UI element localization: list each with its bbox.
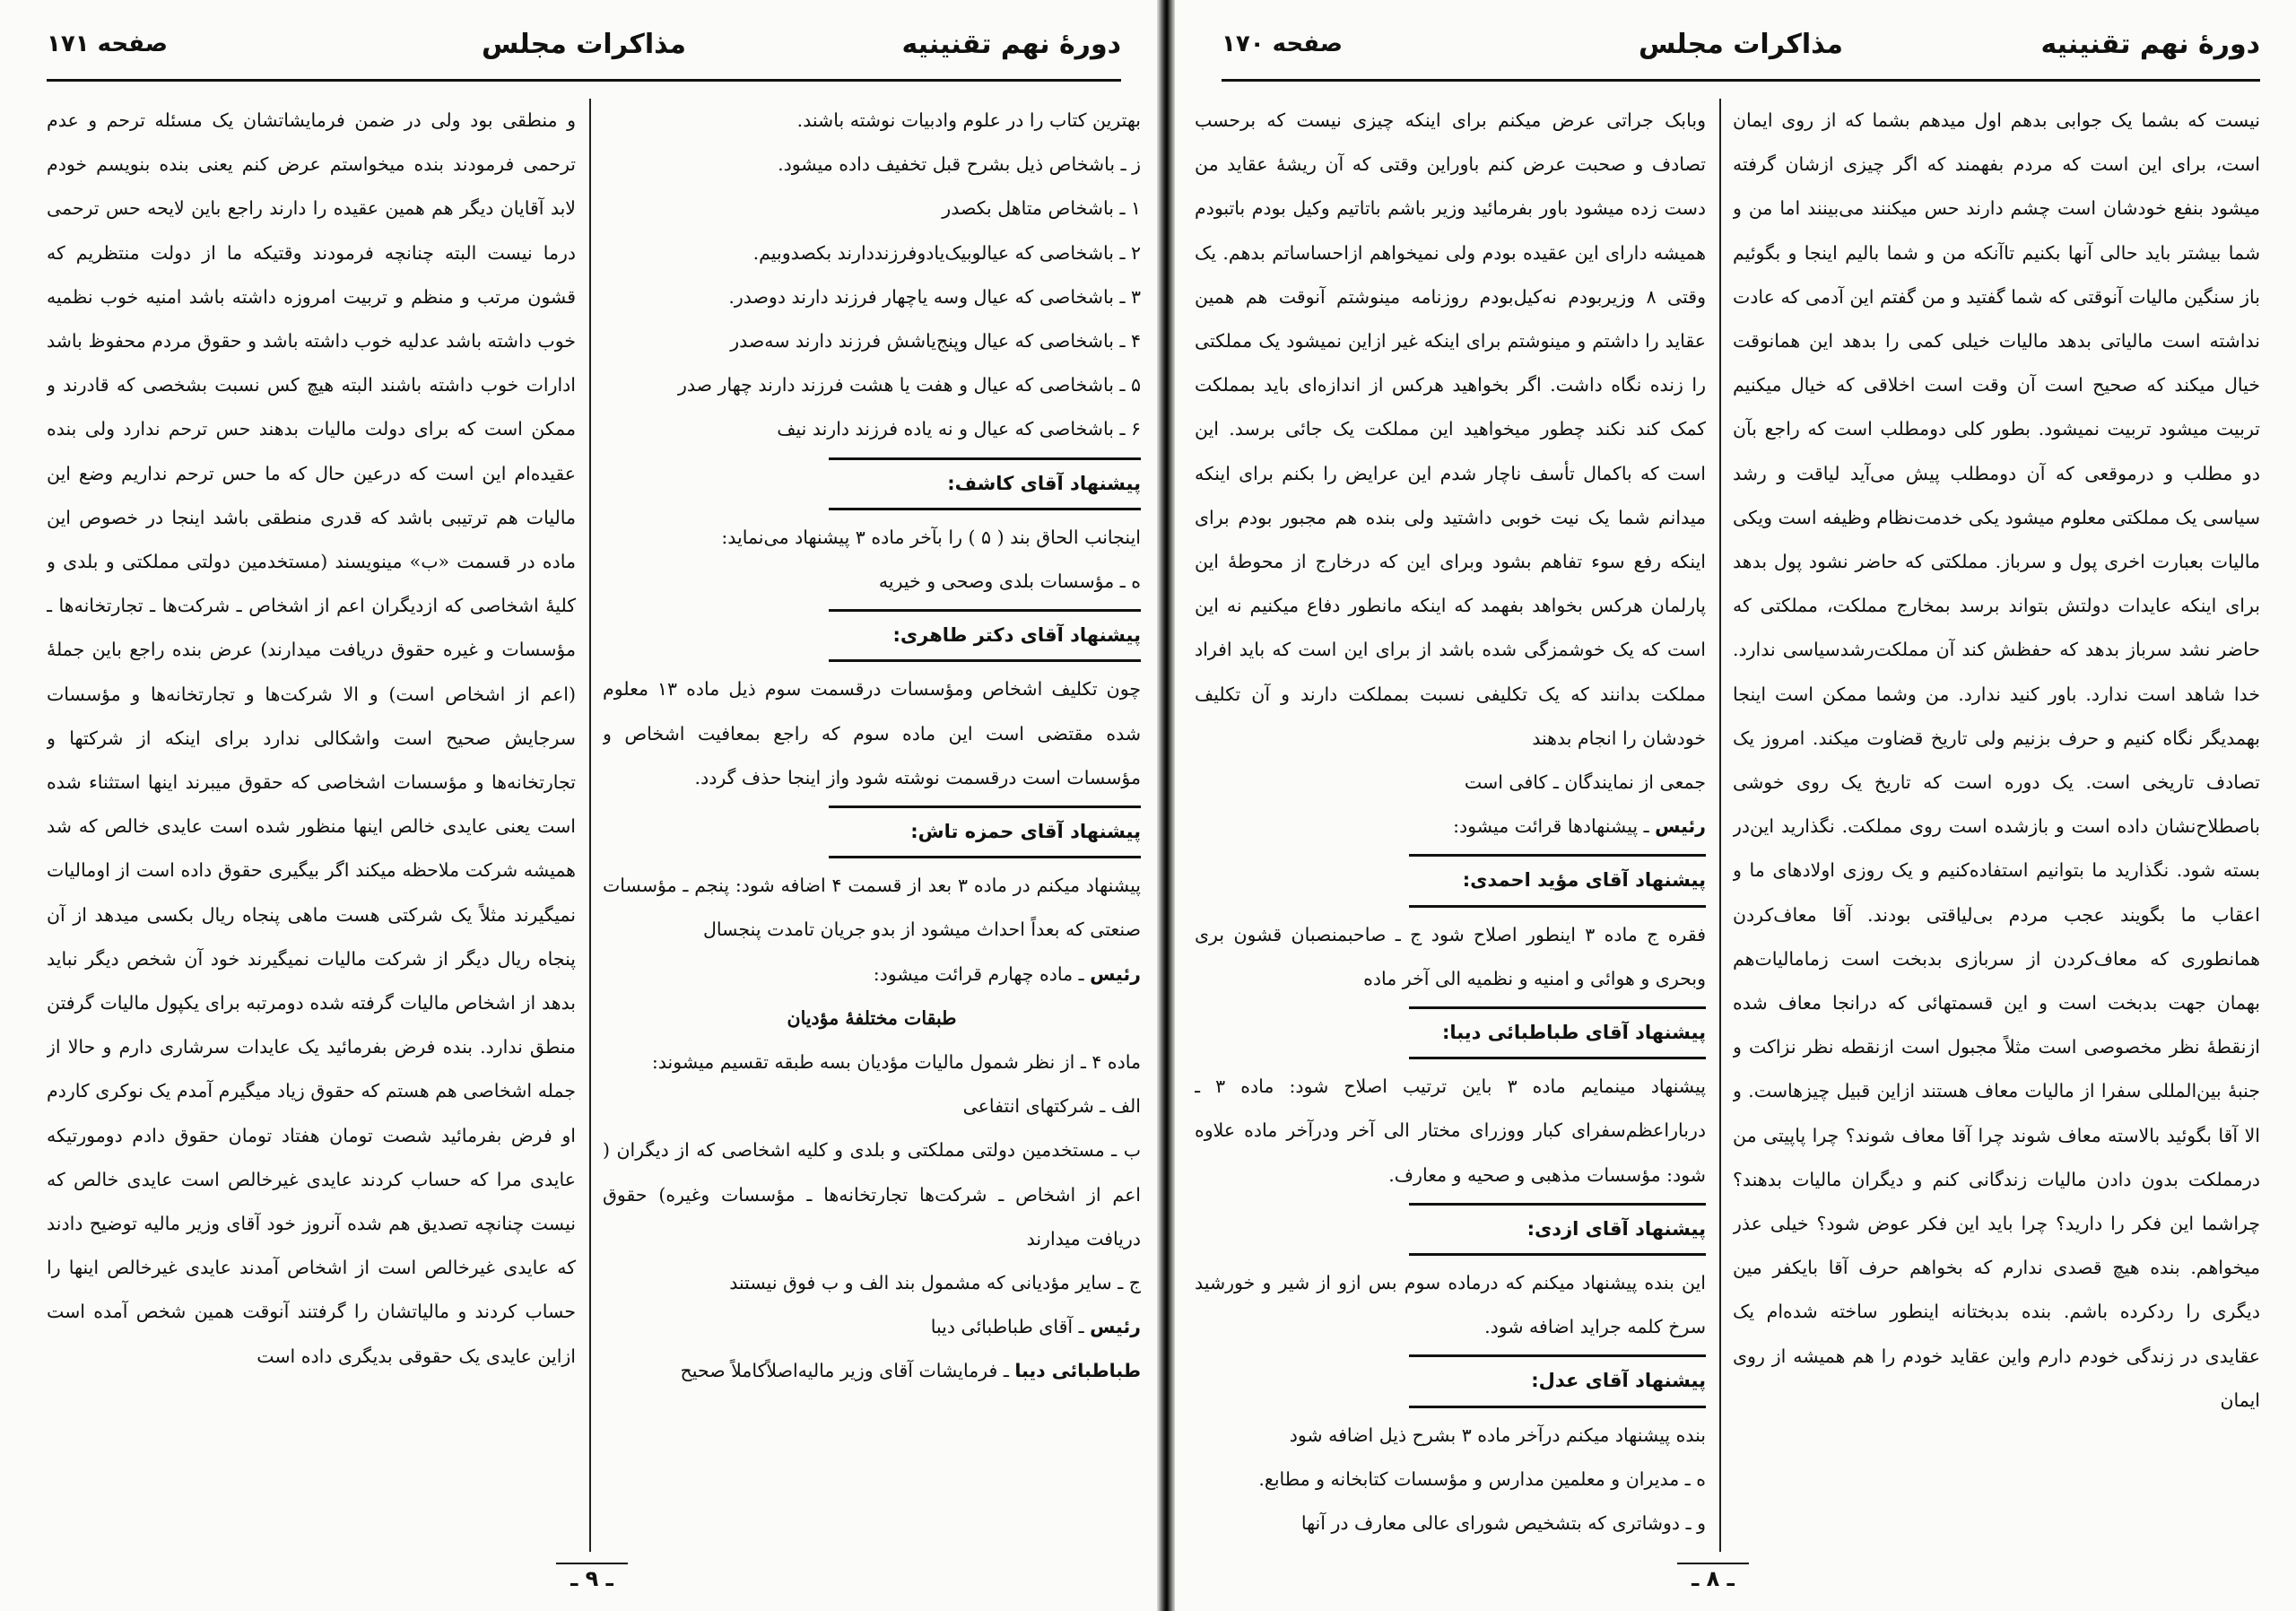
paragraph: ب ـ مستخدمین دولتی مملکتی و بلدی و کلیه اشخاصی که از دیگران ( اعم از اشخاص ـ شرکت‌ها تجارتخانه‌ها ـ مؤسسات وغیره) حقوق دریافت میدارند [603,1139,1141,1250]
column-divider [589,99,591,1552]
paragraph: و ـ دوشاتری که بتشخیص شورای عالی معارف در آنها [1300,1512,1706,1535]
header-page-number: صفحه ۱۷۱ [47,30,169,57]
header-page-number: صفحه ۱۷۰ [1222,30,1344,57]
right-page-header [1222,29,2260,82]
paragraph: پیشنهاد مینمایم ماده ۳ باین ترتیب اصلاح شود: ماده ۳ ـ درباراعظم‌سفرای کبار ووزرای مختار الی آخر ودرآخر ماده علاوه شود: مؤسسات مذهبی و صحیه و معارف. [1195,1075,1706,1186]
footer-rule [1677,1563,1749,1564]
speaker-name: رئیس [1090,962,1141,985]
right-page [1175,0,2296,1611]
column-divider [1719,99,1721,1552]
header-title: مذاکرات مجلس [481,29,687,60]
left-page-right-column [603,99,1141,1552]
speaker-text: ـ آقای طباطبائی دیبا [930,1316,1091,1338]
speaker-name: طباطبائی دیبا [1014,1360,1141,1382]
paragraph: الف ـ شرکتهای انتفاعی [962,1095,1141,1118]
left-page-left-column [47,99,576,1552]
subheading: طبقات مختلفهٔ مؤدیان [787,1006,957,1029]
paragraph: جمعی از نمایندگان ـ کافی است [1464,771,1706,794]
speaker-line [603,1305,1141,1349]
proposal-heading: پیشنهاد آقای کاشف: [829,457,1141,510]
paragraph: این بنده پیشنهاد میکنم که درماده سوم بس ازو از شیر و خورشید سرخ کلمه جراید اضافه شود. [1195,1272,1706,1338]
paragraph: و منطقی بود ولی در ضمن فرمایشاتشان یک مسئله ترحم و عدم ترحمی فرمودند بنده میخواستم عرض کنم یعنی بنده بنویسم خودم لابد آقایان دیگر هم همین عقیده را دارند راجع باین لایحه حس ترحمی درما نیست البته چنانچه فرمودند وقتیکه ما از دولت منتظریم که قشون مرتب و منظم و تربیت امروزه داشته باشد امنیه خوب نظمیه خوب داشته باشد عدلیه خوب داشته باشد و حقوق مردم محفوظ باشد ادارات خوب داشته باشند البته هیچ کس نسبت بشخصی که قادرند و ممکن است که برای دولت مالیات بدهند حس ترحم ندارد ولی بنده عقیده‌ام این است که درعین حال که ما حس ترحم نداریم وضع این مالیات هم ترتیبی باشد که قدری منطقی باشد اینجا در خصوص این ماده در قسمت «ب» مینویسند (مستخدمین دولتی مملکتی و بلدی و کلیهٔ اشخاصی که ازدیگران اعم از اشخاص ـ شرکت‌ها ـ تجارتخانه‌ها ـ مؤسسات و غیره حقوق دریافت میدارند) عرض بنده راجع باین جملهٔ (اعم از اشخاص است) و الا شرکت‌ها و تجارتخانه‌ها و مؤسسات سرجایش صحیح است واشکالی ندارد برای اینکه از شرکتها و تجارتخانه‌ها و مؤسسات اشخاصی که حقوق میبرند اینها استثناء شده است یعنی عایدی خالص اینها منظور شده است عایدی خالص که شد همیشه شرکت ملاحظه میکند اگر بیگیری حقوق داده است از اوماليات نمیگیرند مثلاً یک شرکتی هست ماهی پنجاه ریال بکسی میدهد از آن پنجاه ریال دیگر از شرکت مالیات نمیگیرند خود آن شخص دیگر نباید بدهد از اشخاص مالیات گرفته شده دومرتبه برای یکپول مالیات گرفتن منطق ندارد. بنده فرض بفرمائید یک عایدات سرشاری دارم و حالا از جمله اشخاصی هم هستم که حقوق زیاد میگیرم آمدم یک نوکری کاردم او فرض بفرمائید شصت تومان هفتاد تومان حقوق دادم دومورتیکه عایدی مرا که حساب کردند عایدی غیرخالص است عایدی خالص که نیست چنانچه تصدیق هم شده آنروز خود آقای وزیر مالیه توضیح دادند که عایدی غیرخالص است از اشخاص آمدند عایدی غیرخالص اینها را حساب کردند و مالیاتشان را گرفتند آنوقت همین شخص آمده است ازاین عایدی یک حقوقی بدیگری داده است [47,109,576,1367]
paragraph: پیشنهاد میکنم در ماده ۳ بعد از قسمت ۴ اضافه شود: پنجم ـ مؤسسات صنعتی که بعداً احداث میشود از بدو جریان تامدت پنجسال [603,875,1141,941]
page-footer-number: ـ ۸ ـ [1692,1566,1735,1591]
left-page-header [47,29,1121,82]
proposal-heading: پیشنهاد آقای مؤید احمدی: [1409,854,1706,907]
header-title: مذاکرات مجلس [1638,29,1844,60]
right-page-left-column [1195,99,1706,1552]
speaker-text: ـ ماده چهارم قرائت میشود: [873,962,1091,985]
paragraph: ۴ ـ باشخاصی که عیال وپنج‌یاشش فرزند دارند سه‌صدر [730,330,1141,353]
speaker-text: ـ فرمایشات آقای وزیر مالیه‌اصلاً‌کاملاً صحیح [680,1360,1015,1382]
proposal-heading: پیشنهاد آقای طباطبائی دیبا: [1409,1006,1706,1059]
paragraph: ۳ ـ باشخاصی که عیال وسه یاچهار فرزند دارند دوصدر. [728,285,1141,308]
paragraph: اینجانب الحاق بند ( ۵ ) را بآخر ماده ۳ پیشنهاد می‌نماید: [721,526,1141,548]
paragraph: ۵ ـ باشخاصی که عیال و هفت یا هشت فرزند دارند چهار صدر [677,374,1141,396]
paragraph: ه ـ مؤسسات بلدی وصحی و خیریه [878,570,1141,593]
paragraph: بنده پیشنهاد میکنم درآخر ماده ۳ بشرح ذیل اضافه شود [1289,1424,1706,1446]
paragraph: ۲ ـ باشخاصی که عیالوبیک‌یادوفرزنددارند بکصدوبیم. [752,241,1141,264]
proposal-heading: پیشنهاد آقای عدل: [1409,1354,1706,1407]
proposal-heading: پیشنهاد آقای حمزه تاش: [829,806,1141,858]
paragraph: ه ـ مدیران و معلمین مدارس و مؤسسات کتابخانه و مطابع. [1258,1467,1706,1490]
paragraph: وبابک جراتی عرض میکنم برای اینکه چیزی نیست که برحسب تصادف و صحبت عرض کنم باوراین وقتی که آن ریشهٔ عقاید من دست زده میشود باور بفرمائید وزیر باشم باتاتیم وکیل بودم باتبودم همیشه دارای این عقیده بودم ولی نمیخواهم ازاحساساتم بدهم. یک وقتی ۸ وزیربودم نه‌کیل‌بودم روزنامه مینوشتم آنوقت هم همین عقاید را داشتم و مینوشتم برای اینکه غیر ازاین نمیشود یک مملکتی را زنده نگاه داشت. اگر بخواهید هرکس از اندازه‌ای باید بمملکت کمک کند نکند چطور میخواهید این مملکت یک جائی برسد. این است که باکمال تأسف ناچار شدم این عرایض را بکنم برای اینکه میدانم شما یک نیت خوبی داشتید ولی بنده هم مجبور بودم برای اینکه رفع سوء تفاهم بشود وبرای این که درخارج از محوطهٔ این پارلمان هرکس بخواهد بفهمد که اینکه مانطور دفاع میکنیم نه این است که یک خوشمزگی شده باشد از برای این است که باید افراد مملکت بدانند که یک تکلیفی نسبت بمملکت دارند و آن تکلیف خودشان را انجام بدهند [1195,109,1706,749]
header-term: دورهٔ نهم تقنینیه [901,29,1121,60]
paragraph: فقره ج ماده ۳ اینطور اصلاح شود ج ـ صاحبمنصبان قشون بری وبحری و هوائی و امنیه و نظمیه الی آخر ماده [1195,923,1706,989]
page-footer-number: ـ ۹ ـ [570,1566,613,1591]
speaker-name: رئیس [1090,1316,1141,1338]
proposal-heading: پیشنهاد آقای ازدی: [1409,1203,1706,1256]
paragraph: نیست که بشما یک جوابی بدهم اول میدهم بشما که از روی ایمان است، برای این است که مردم بفهمند که اگر چیزی ازشان گرفته میشود بنفع خودشان است چشم دارند حس میکنند می‌بینند اما من و شما بیشتر باید حالی آنها بکنیم تاآنکه من و شما بالیم اینجا و بگوئیم باز سنگین مالیات آنوقتی که شما گفتید و من گفتم این آدمی که عادت نداشته است مالیاتی بدهد مالیات خیلی کمی را بدهد این همانوقت خیال میکند که صحیح است آن وقت است اخلاقی که خیال میکنیم تربیت میشود تربیت نمیشود. بطور کلی دومطلب است که راجع بآن دو مطلب و درموقعی که آن دومطلب پیش می‌آید لیاقت و رشد سیاسی یک مملکتی معلوم میشود یکی خدمت‌نظام وظیفه است ویکی مالیات بعبارت اخری پول و سرباز. مملکتی که حاضر نشود پول بدهد برای اینکه عایدات دولتش بتواند برسد بمخارج مملکت، مملکتی که حاضر نشد سرباز بدهد که حفظش کند آن مملکت‌رشدسیاسی ندارد. خدا شاهد است ندارد. باور کنید ندارد. من وشما ممکن است اینجا بهمدیگر نگاه کنیم و حرف بزنیم ولی تاریخ قضاوت میکند. امروز یک تصادف تاریخی است. یک دوره است که تاریخ یک روی خوشی باصطلاح‌نشان داده است و بازشده است روی مملکت. نگذارید این‌در بسته شود. نگذارید ما بتوانیم استفاده‌کنیم و یک روزی اولادهای ما و اعقاب ما بگویند عجب مردم بی‌لیاقتی بودند. آقا معاف‌کردن همانطوری که معاف‌کردن از سربازی بدبخت است زمامالیات‌هم بهمان جهت بدبخت است و این قسمتهائی که درانجا معاف شده ازنقطهٔ نظر مخصوصی است مثلاً مجبول است ازنقطه نظر نزاکت و جنبهٔ بین‌المللی سفرا از مالیات معاف هستند ازاین قبیل چیزهاست. و الا آقا بگوئید بالاسته معاف شوند چرا آقا معاف شوند؟ چرا پاپیتی من درمملکت بدون دادن مالیات زندگانی کنم و دیگران مالیات بدهند؟ چراشما این فکر را دارید؟ چرا باید این فکر عوض شود؟ خیلی عذر میخواهم. بنده هیچ قصدی ندارم که بخواهم حرف آقا بایکفر مین دیگری را ردکرده باشم. بنده بدبختانه اینطور ساخته شده‌ام یک عقایدی در زندگی خودم دارم واین عقاید خودم را هم همیشه از روی ایمان [1733,109,2260,1411]
paragraph: ج ـ سایر مؤدیانی که مشمول بند الف و ب فوق نیستند [729,1272,1141,1294]
speaker-name: رئیس [1655,815,1706,838]
paragraph: بهترین کتاب را در علوم وادبیات نوشته باشند. [796,109,1141,131]
speaker-line [603,1349,1141,1393]
header-term: دورهٔ نهم تقنینیه [2040,29,2260,60]
paragraph: ۱ ـ باشخاص متاهل بکصدر [942,197,1141,220]
speaker-line [1195,805,1706,849]
paragraph: چون تکلیف اشخاص ومؤسسات درقسمت سوم ذیل ماده ۱۳ معلوم شده مقتضی است این ماده سوم که راجع بمعافیت اشخاص و مؤسسات است درقسمت نوشته شود واز اینجا حذف گردد. [603,678,1141,788]
paragraph: ۶ ـ باشخاصی که عیال و نه یاده فرزند دارند نیف [777,418,1141,440]
paragraph: ز ـ باشخاص ذیل بشرح قبل تخفیف داده میشود. [778,153,1141,176]
speaker-text: ـ پیشنهادها قرائت میشود: [1453,815,1656,838]
book-gutter [1157,0,1175,1611]
proposal-heading: پیشنهاد آقای دکتر طاهری: [829,609,1141,662]
paragraph: ماده ۴ ـ از نظر شمول مالیات مؤدیان بسه طبقه تقسیم میشوند: [651,1051,1141,1074]
speaker-line [603,953,1141,997]
right-page-right-column [1733,99,2260,1552]
footer-rule [556,1563,628,1564]
